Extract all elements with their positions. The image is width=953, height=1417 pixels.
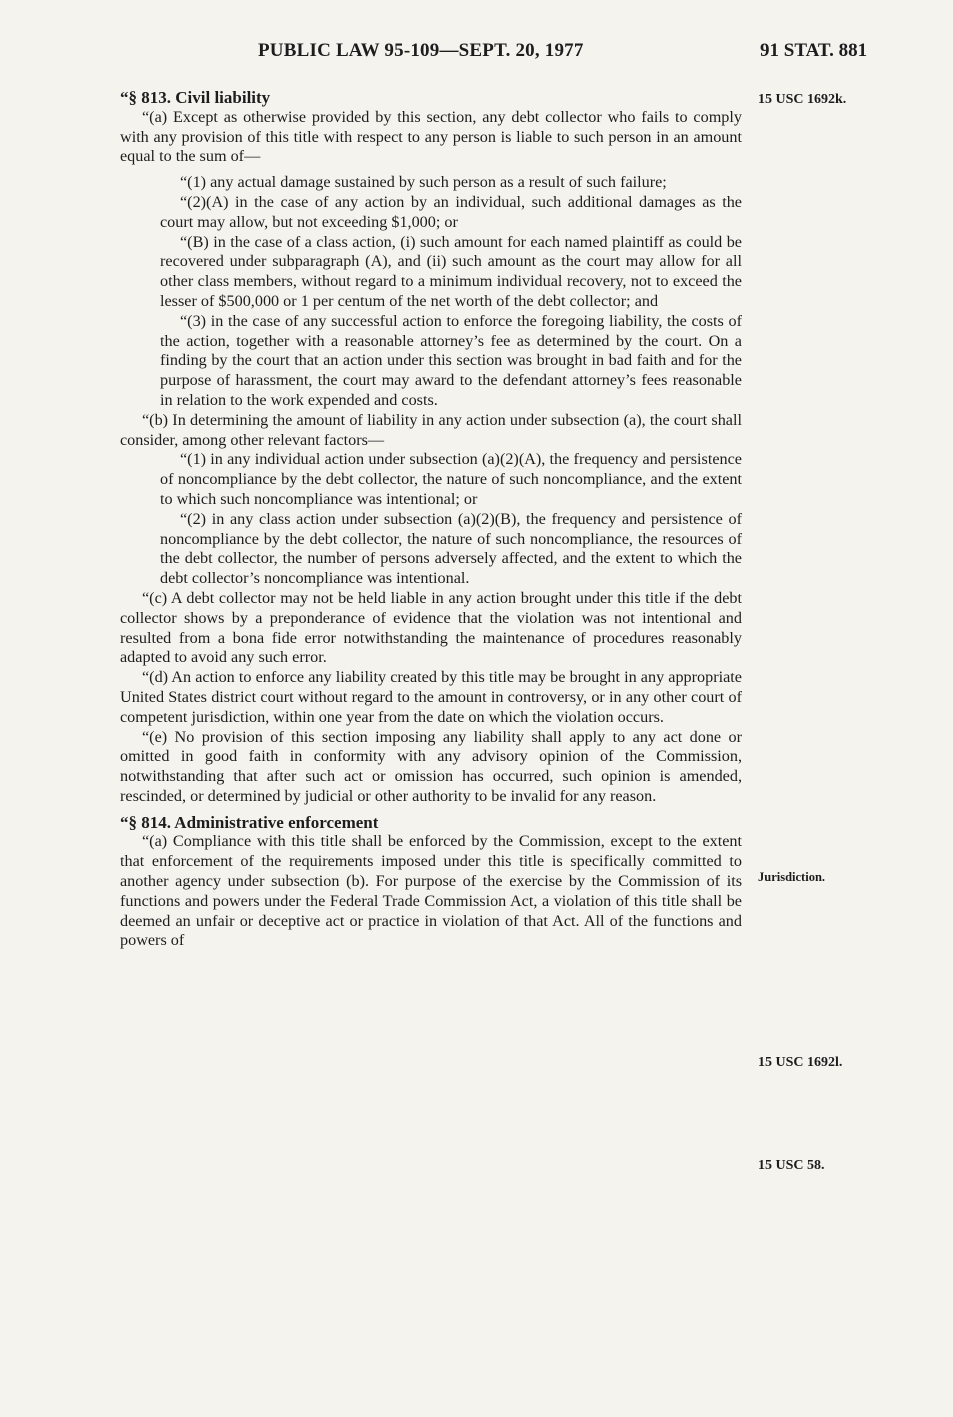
statute-page-number: 91 STAT. 881: [760, 40, 868, 61]
section-813-heading: “§ 813. Civil liability: [120, 88, 271, 107]
margin-note-usc-1692k: 15 USC 1692k.: [758, 92, 847, 107]
section-814-heading: “§ 814. Administrative enforcement: [120, 812, 379, 832]
section-813-d: “(d) An action to enforce any liability created by this title may be brought in any appropriate United States district court without regard to the amount in controversy, or in any other court of competent jurisdiction, within one year from the date on which the violation occurs.: [120, 668, 742, 726]
section-813-a2B: “(B) in the case of a class action, (i) such amount for each named plaintiff as could be recovered under subparagraph (A), and (ii) such amount as the court may allow for all other class members, without regard to a minimum individual recovery, not to exceed the lesser of $500,000 or 1 per centum of the net worth of the debt collector; and: [160, 232, 742, 310]
section-813-a1: “(1) any actual damage sustained by such person as a result of such failure;: [180, 173, 667, 192]
margin-note-usc-1692l: 15 USC 1692l.: [758, 1055, 843, 1070]
section-813-a: “(a) Except as otherwise provided by this section, any debt collector who fails to comply with any provision of this title with respect to any person is liable to such person in an amount equal to the sum of—: [120, 107, 742, 166]
section-813-b1: “(1) in any individual action under subsection (a)(2)(A), the frequency and persistence of noncompliance by the debt collector, the nature of such noncompliance, and the extent to which such noncompliance was intentional; or: [160, 450, 742, 508]
margin-note-jurisdiction: Jurisdiction.: [758, 870, 826, 884]
section-813-c: “(c) A debt collector may not be held liable in any action brought under this title if the debt collector shows by a preponderance of evidence that the violation was not intentional and resulted from a bona fide error notwithstanding the maintenance of procedures reasonably adapted to avoid any such error.: [120, 588, 742, 667]
section-813-b: “(b) In determining the amount of liability in any action under subsection (a), the court shall consider, among other relevant factors—: [120, 410, 742, 449]
section-813-a3: “(3) in the case of any successful action to enforce the foregoing liability, the costs of the action, together with a reasonable attorney’s fee as determined by the court. On a finding by the court that an action under this section was brought in bad faith and for the purpose of harassment, the court may award to the defendant attorney’s fees reasonable in relation to the work expended and costs.: [160, 311, 742, 409]
running-header-title: PUBLIC LAW 95-109—SEPT. 20, 1977: [258, 40, 584, 61]
body-text-column: [120, 88, 742, 951]
section-813-b2: “(2) in any class action under subsection (a)(2)(B), the frequency and persistence of noncompliance by the debt collector, the nature of such noncompliance, the resources of the debt collector, the number of persons adversely affected, and the extent to which the debt collector’s noncompliance was intentional.: [160, 509, 742, 588]
section-813-e: “(e) No provision of this section imposing any liability shall apply to any act done or omitted in good faith in conformity with any advisory opinion of the Commission, notwithstanding that after such act or omission has occurred, such opinion is amended, rescinded, or determined by judicial or other authority to be invalid for any reason.: [120, 727, 742, 805]
section-814-a: “(a) Compliance with this title shall be enforced by the Commission, except to the extent that enforcement of the requirements imposed under this title is specifically committed to another agency under subsection (b). For purpose of the exercise by the Commission of its functions and powers under the Federal Trade Commission Act, a violation of this title shall be deemed an unfair or deceptive act or practice in violation of that Act. All of the functions and powers of: [120, 832, 742, 950]
margin-note-usc-58: 15 USC 58.: [758, 1158, 825, 1173]
section-813-a2A: “(2)(A) in the case of any action by an individual, such additional damages as the court may allow, but not exceeding $1,000; or: [160, 192, 742, 231]
